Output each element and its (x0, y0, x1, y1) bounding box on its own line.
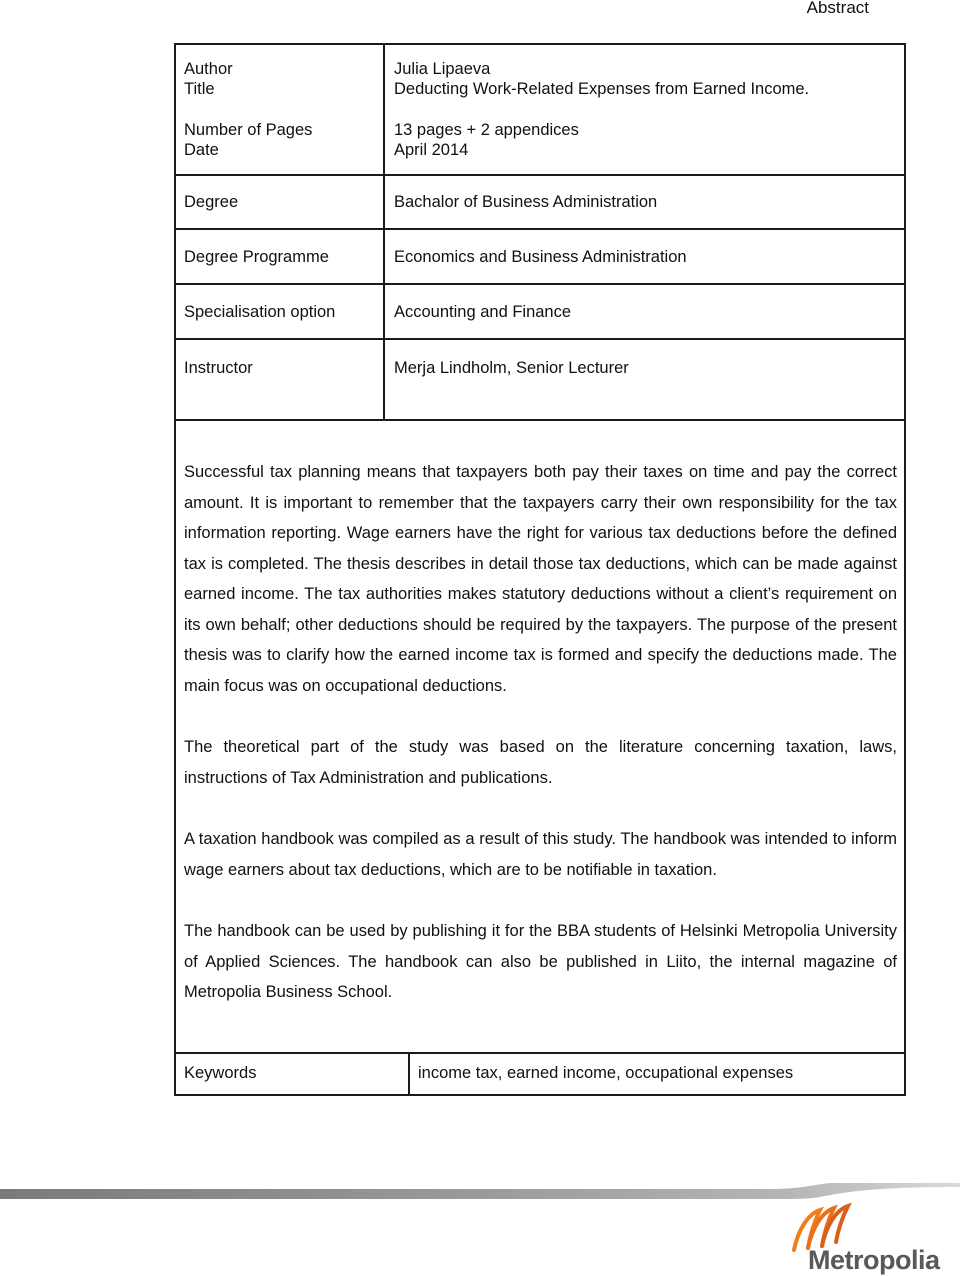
specialisation-label: Specialisation option (176, 284, 384, 339)
info-row-degree (176, 175, 904, 229)
pages-value: 13 pages + 2 appendices (394, 121, 579, 139)
info-row-specialisation (176, 284, 904, 339)
keywords-row (176, 1053, 904, 1094)
info-row-programme (176, 229, 904, 284)
pages-label: Number of Pages (184, 121, 313, 139)
instructor-value: Merja Lindholm, Senior Lecturer (394, 359, 629, 377)
thesis-info-table (176, 45, 904, 421)
abstract-paragraph-4: The handbook can be used by publishing it for the BBA students of Helsinki Metropolia University of Applied Sciences. The handbook can also be published in Liito, the internal magazine of Metropolia Business School. (184, 922, 897, 1001)
keywords-value: income tax, earned income, occupational expenses (409, 1053, 904, 1094)
specialisation-value: Accounting and Finance (384, 284, 904, 339)
programme-label: Degree Programme (176, 229, 384, 284)
title-value: Deducting Work-Related Expenses from Earned Income. (394, 80, 810, 98)
abstract-frame (174, 43, 906, 1096)
author-label: Author (184, 60, 233, 78)
programme-value: Economics and Business Administration (384, 229, 904, 284)
date-value: April 2014 (394, 141, 469, 159)
author-value: Julia Lipaeva (394, 60, 491, 78)
degree-label: Degree (176, 175, 384, 229)
keywords-label: Keywords (176, 1053, 409, 1094)
abstract-paragraph-2: The theoretical part of the study was based on the literature concerning taxation, laws, instructions of Tax Administration and publications. (184, 738, 897, 787)
degree-value: Bachalor of Business Administration (384, 175, 904, 229)
date-label: Date (184, 141, 219, 159)
info-row-instructor (176, 339, 904, 420)
instructor-label: Instructor (184, 359, 253, 377)
info-row-main (176, 45, 904, 175)
abstract-body (176, 421, 904, 1052)
logo-wordmark: Metropolia (808, 1245, 940, 1275)
page-header-label: Abstract (806, 0, 869, 17)
abstract-paragraph-3: A taxation handbook was compiled as a result of this study. The handbook was intended to inform wage earners about tax deductions, which are to be notifiable in taxation. (184, 830, 897, 879)
title-label: Title (184, 80, 215, 98)
keywords-table (176, 1052, 904, 1094)
abstract-paragraph-1: Successful tax planning means that taxpayers both pay their taxes on time and pay the correct amount. It is important to remember that the taxpayers carry their own responsibility for the tax information reporting. Wage earners have the right for various tax deductions before the defined tax is completed. The thesis describes in detail those tax deductions, which can be made against earned income. The tax authorities makes statutory deductions without a client’s requirement on its own behalf; other deductions should be required by the taxpayers. The purpose of the present thesis was to clarify how the earned income tax is formed and specify the deductions made. The main focus was on occupational deductions. (184, 463, 897, 695)
